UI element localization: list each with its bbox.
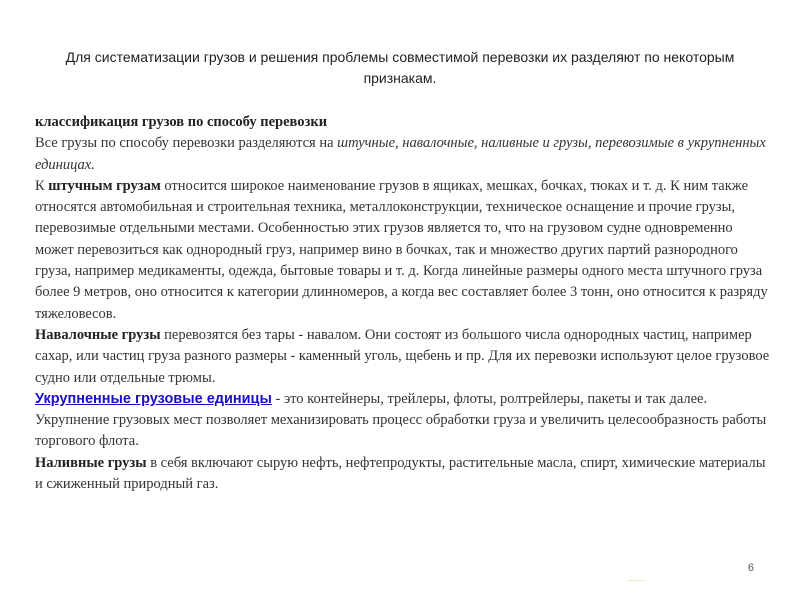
slide-body	[35, 112, 770, 495]
paragraph-unit-loads	[35, 389, 770, 453]
paragraph-liquid-cargo	[35, 453, 770, 496]
unit-loads-text: - это контейнеры, трейлеры, флоты, ролтрейлеры, пакеты и так далее. Укрупнение грузовых мест позволяет механизировать процесс обработки груза и увеличить целесообразность работы торгового флота.	[35, 390, 767, 450]
footer-mark	[628, 572, 644, 581]
section-title-text: классификация грузов по способу перевозки	[35, 114, 328, 130]
liquid-cargo-term: Наливные грузы	[35, 454, 147, 471]
page-number: 6	[747, 562, 754, 574]
piece-cargo-term: штучным грузам	[48, 177, 161, 194]
paragraph-piece-cargo	[35, 176, 770, 325]
unit-loads-link[interactable]: Укрупненные грузовые единицы	[35, 390, 272, 407]
paragraph-bulk-cargo	[35, 325, 770, 389]
piece-cargo-text: относится широкое наименование грузов в ящиках, мешках, бочках, тюках и т. д. К ним также относятся автомобильная и строительная техника, металлоконструкции, техническое оснащение и прочие грузы, перевозимые отдельными местами. Особенностью этих грузов является то, что на грузовом судне одновременно может перевозиться как однородный груз, например вино в бочках, так и множество других партий разнородного груза, например медикаменты, одежда, бытовые товары и т. д. Когда линейные размеры одного места штучного груза более 9 метров, оно относится к категории длинномеров, а когда вес составляет более 3 тонн, оно относится к разряду тяжеловесов.	[35, 177, 768, 322]
liquid-cargo-text: в себя включают сырую нефть, нефтепродукты, растительные масла, спирт, химические материалы и сжиженный природный газ.	[35, 454, 766, 493]
bulk-cargo-term: Навалочные грузы	[35, 326, 161, 343]
types-lead: Все грузы по способу перевозки разделяются на	[35, 135, 338, 152]
intro-text: Для систематизации грузов и решения проблемы совместимой перевозки их разделяют по некоторым признакам.	[65, 49, 735, 86]
types-list: штучные, навалочные, наливные и грузы, перевозимые в укрупненных единицах.	[35, 135, 766, 173]
piece-prefix: К	[35, 177, 49, 194]
paragraph-types	[35, 133, 770, 176]
section-title	[35, 112, 770, 133]
bulk-cargo-text: перевозятся без тары - навалом. Они состоят из большого числа однородных частиц, например сахар, или частиц груза разного размеры - каменный уголь, щебень и пр. Для их перевозки используют целое грузовое судно или отдельные трюмы.	[35, 326, 770, 386]
